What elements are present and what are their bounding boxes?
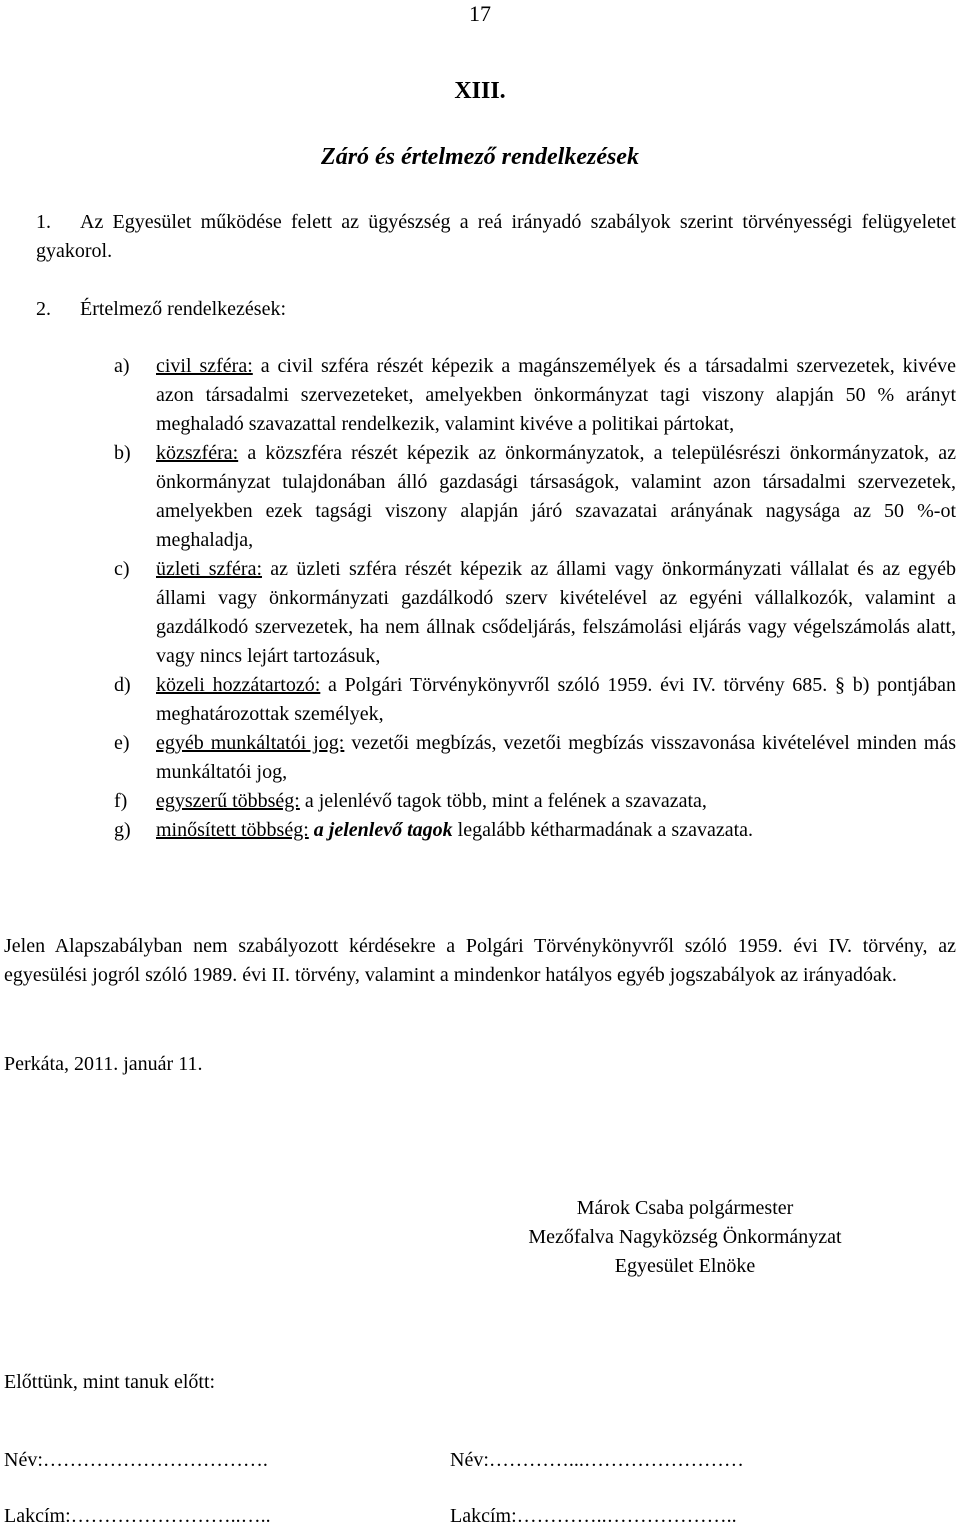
definition-emphasis: a jelenlevő tagok (313, 819, 453, 841)
paragraph-1 (36, 208, 956, 266)
paragraph-2 (36, 295, 286, 324)
definition-label: e) (114, 732, 130, 754)
definition-term: közszféra: (156, 442, 239, 464)
paragraph-2-number: 2. (36, 298, 51, 320)
definition-item (114, 555, 956, 671)
definition-item (114, 671, 956, 729)
signatory-role: Egyesület Elnöke (614, 1255, 756, 1277)
chapter-heading: XIII. (454, 78, 506, 104)
definition-label: b) (114, 442, 131, 464)
definition-term: üzleti szféra: (156, 558, 262, 580)
definition-text: a civil szféra részét képezik a magánszemélyek és a társadalmi szervezetek, kivéve azon társadalmi szervezeteket, amelyekben önkormányzat tagi viszony alapján 50 % arányt meghaladó szavazattal rendelkezik, valamint kivéve a politikai pártokat, (156, 355, 956, 435)
definition-term: egyéb munkáltatói jog: (156, 732, 345, 754)
paragraph-1-text: Az Egyesület működése felett az ügyészség a reá irányadó szabályok szerint törvényességi felügyeletet gyakorol. (36, 211, 956, 262)
definition-text: a Polgári Törvénykönyvről szóló 1959. évi IV. törvény 685. § b) pontjában meghatározottak személyek, (156, 674, 956, 725)
definition-item (114, 729, 956, 787)
definition-label: g) (114, 819, 131, 841)
witness-name-field-1: Név:……………………………. (4, 1449, 268, 1471)
definition-term: minősített többség: (156, 819, 309, 841)
definitions-list (114, 352, 956, 845)
definition-item (114, 787, 956, 816)
definition-text: a jelenlévő tagok több, mint a felének a szavazata, (299, 790, 707, 812)
definition-text: legalább kétharmadának a szavazata. (452, 819, 754, 841)
page-number: 17 (469, 1, 491, 26)
signatory-organization: Mezőfalva Nagyközség Önkormányzat (528, 1226, 842, 1248)
definition-term: egyszerű többség: (156, 790, 300, 812)
definition-item (114, 816, 956, 845)
definition-item (114, 352, 956, 439)
closing-paragraph: Jelen Alapszabályban nem szabályozott kérdésekre a Polgári Törvénykönyvről szóló 1959. évi IV. törvény, az egyesülési jogról szóló 1989. évi II. törvény, valamint a mindenkor hatályos egyéb jogszabályok az irányadóak. (4, 935, 956, 986)
witness-address-field-1: Lakcím:……………………..….. (4, 1505, 271, 1527)
definition-text: a közszféra részét képezik az önkormányzatok, a településrészi önkormányzatok, az önkormányzat tulajdonában álló gazdasági társaságok, valamint azon társadalmi szervezetek, amelyekben ezek tagsági viszony alapján járó szavazatai arányának nagysága az 50 %-ot meghaladja, (156, 442, 956, 551)
place-date: Perkáta, 2011. január 11. (4, 1053, 203, 1075)
definition-item (114, 439, 956, 555)
definition-text: vezetői megbízás, vezetői megbízás visszavonása kivételével minden más munkáltatói jog, (156, 732, 956, 783)
signature-block (440, 1194, 930, 1281)
definition-text: az üzleti szféra részét képezik az állami vagy önkormányzati vállalat és az egyéb állami vagy önkormányzati gazdálkodó szerv kivételével az egyéni vállalkozók, valamint a gazdálkodó szervezetek, ha nem állnak csődeljárás, felszámolási eljárás vagy végelszámolás alatt, vagy nincs lejárt tartozásuk, (156, 558, 956, 667)
witness-address-field-2: Lakcím:…………..……………….. (450, 1505, 737, 1527)
definition-label: c) (114, 558, 130, 580)
definition-label: f) (114, 790, 128, 812)
witness-name-field-2: Név:…………...…………………… (450, 1449, 744, 1471)
paragraph-2-text: Értelmező rendelkezések: (80, 298, 286, 320)
definition-label: d) (114, 674, 131, 696)
definition-term: civil szféra: (156, 355, 253, 377)
signatory-name: Márok Csaba polgármester (576, 1197, 794, 1219)
definition-term: közeli hozzátartozó: (156, 674, 321, 696)
section-title: Záró és értelmező rendelkezések (321, 144, 639, 170)
witness-heading: Előttünk, mint tanuk előtt: (4, 1371, 216, 1393)
definition-label: a) (114, 355, 130, 377)
paragraph-1-number: 1. (36, 211, 51, 233)
